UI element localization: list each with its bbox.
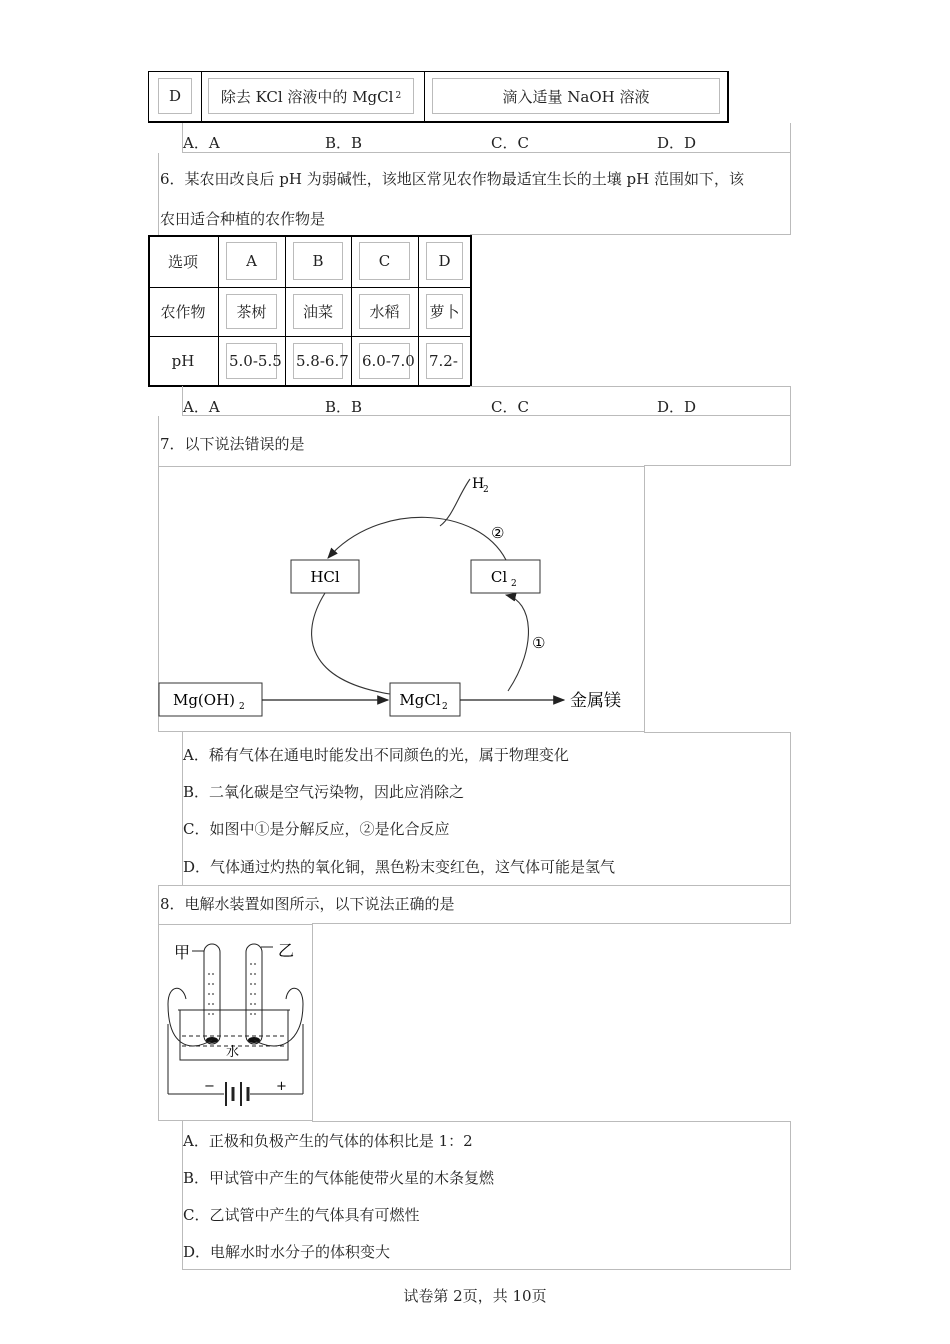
q7-option-a[interactable]: A．稀有气体在通电时能发出不同颜色的光，属于物理变化 (183, 746, 569, 764)
mgcl2-label: MgCl (399, 691, 441, 709)
q7-option-d[interactable]: D．气体通过灼热的氧化铜，黑色粉末变红色，这气体可能是氢气 (183, 858, 616, 876)
step-1-label: ① (532, 634, 546, 652)
mgcl2-subscript: 2 (442, 702, 448, 712)
q5-row-task: 除去 KCl 溶液中的 MgCl 2 (208, 78, 414, 114)
q6-table-header-cell: 选项 (167, 252, 198, 271)
mgoh2-subscript: 2 (239, 702, 245, 712)
hcl-label: HCl (310, 568, 340, 586)
q6-options-box (182, 386, 791, 416)
q6-box-bottom (470, 234, 791, 235)
q5-option-a[interactable]: A．A (183, 134, 220, 152)
q6-table-crop-cell: 农作物 (160, 303, 206, 321)
h2-subscript: 2 (483, 485, 489, 495)
q5-option-b[interactable]: B．B (325, 134, 363, 152)
q6-table-header-cell: A (226, 242, 277, 280)
cl2-label: Cl (490, 568, 508, 586)
label-yi: 乙 (278, 941, 295, 960)
q6-table-header-cell: B (293, 242, 343, 280)
q8-option-d[interactable]: D．电解水时水分子的体积变大 (183, 1243, 391, 1261)
metal-mg-label: 金属镁 (570, 691, 621, 711)
q6-table-crop-cell: 萝卜 (426, 294, 463, 329)
q6-table-ph-cell: pH (171, 352, 195, 370)
q8-option-a[interactable]: A．正极和负极产生的气体的体积比是 1：2 (183, 1132, 473, 1150)
q6-option-d[interactable]: D．D (657, 398, 697, 416)
mg-cycle-diagram (158, 466, 645, 732)
q8-options-top (312, 1121, 791, 1122)
q8-option-c[interactable]: C．乙试管中产生的气体具有可燃性 (183, 1206, 420, 1224)
h2-label: H (472, 476, 485, 492)
q6-option-b[interactable]: B．B (325, 398, 363, 416)
q7-options-top (644, 732, 791, 733)
q6-table-ph-cell: 7.2- (426, 343, 463, 379)
page-footer: 试卷第 2页，共 10页 (403, 1287, 547, 1305)
step-2-label: ② (491, 524, 505, 542)
q6-table-ph-cell: 5.8-6.7 (293, 343, 343, 379)
electrolysis-diagram (158, 924, 313, 1121)
q8-option-b[interactable]: B．甲试管中产生的气体能使带火星的木条复燃 (183, 1169, 495, 1187)
q7-stem: 7．以下说法错误的是 (160, 435, 305, 453)
cl2-subscript: 2 (511, 579, 517, 589)
q5-option-c[interactable]: C．C (491, 134, 529, 152)
q8-box-bottom (312, 923, 791, 924)
q5-option-d[interactable]: D．D (657, 134, 697, 152)
q6-stem-line2: 农田适合种植的农作物是 (160, 210, 326, 228)
minus-label: − (204, 1079, 215, 1094)
mgoh2-label: Mg(OH) (172, 691, 236, 709)
q8-stem: 8．电解水装置如图所示，以下说法正确的是 (160, 895, 455, 913)
water-label: 水 (226, 1045, 240, 1060)
q6-table-header-cell: D (426, 242, 463, 280)
q6-table-ph-cell: 5.0-5.5 (226, 343, 277, 379)
q6-option-c[interactable]: C．C (491, 398, 529, 416)
plus-label: + (276, 1079, 287, 1094)
q7-option-c[interactable]: C．如图中①是分解反应，②是化合反应 (183, 820, 450, 838)
q6-options-top (470, 386, 791, 387)
q7-box-bottom (644, 465, 791, 466)
q5-options-box (182, 123, 791, 153)
q6-table-crop-cell: 油菜 (293, 294, 343, 329)
q6-stem-line1: 6．某农田改良后 pH 为弱碱性，该地区常见农作物最适宜生长的土壤 pH 范围如下，该 (160, 170, 744, 188)
q7-option-b[interactable]: B．二氧化碳是空气污染物，因此应消除之 (183, 783, 465, 801)
q5-row-label: D (158, 78, 192, 114)
q6-table-crop-cell: 茶树 (226, 294, 277, 329)
q6-table-crop-cell: 水稻 (359, 294, 410, 329)
q5-row-method: 滴入适量 NaOH 溶液 (432, 78, 720, 114)
q6-table-ph-cell: 6.0-7.0 (359, 343, 410, 379)
q6-table-header-cell: C (359, 242, 410, 280)
q6-option-a[interactable]: A．A (183, 398, 220, 416)
label-jia: 甲 (174, 943, 191, 962)
